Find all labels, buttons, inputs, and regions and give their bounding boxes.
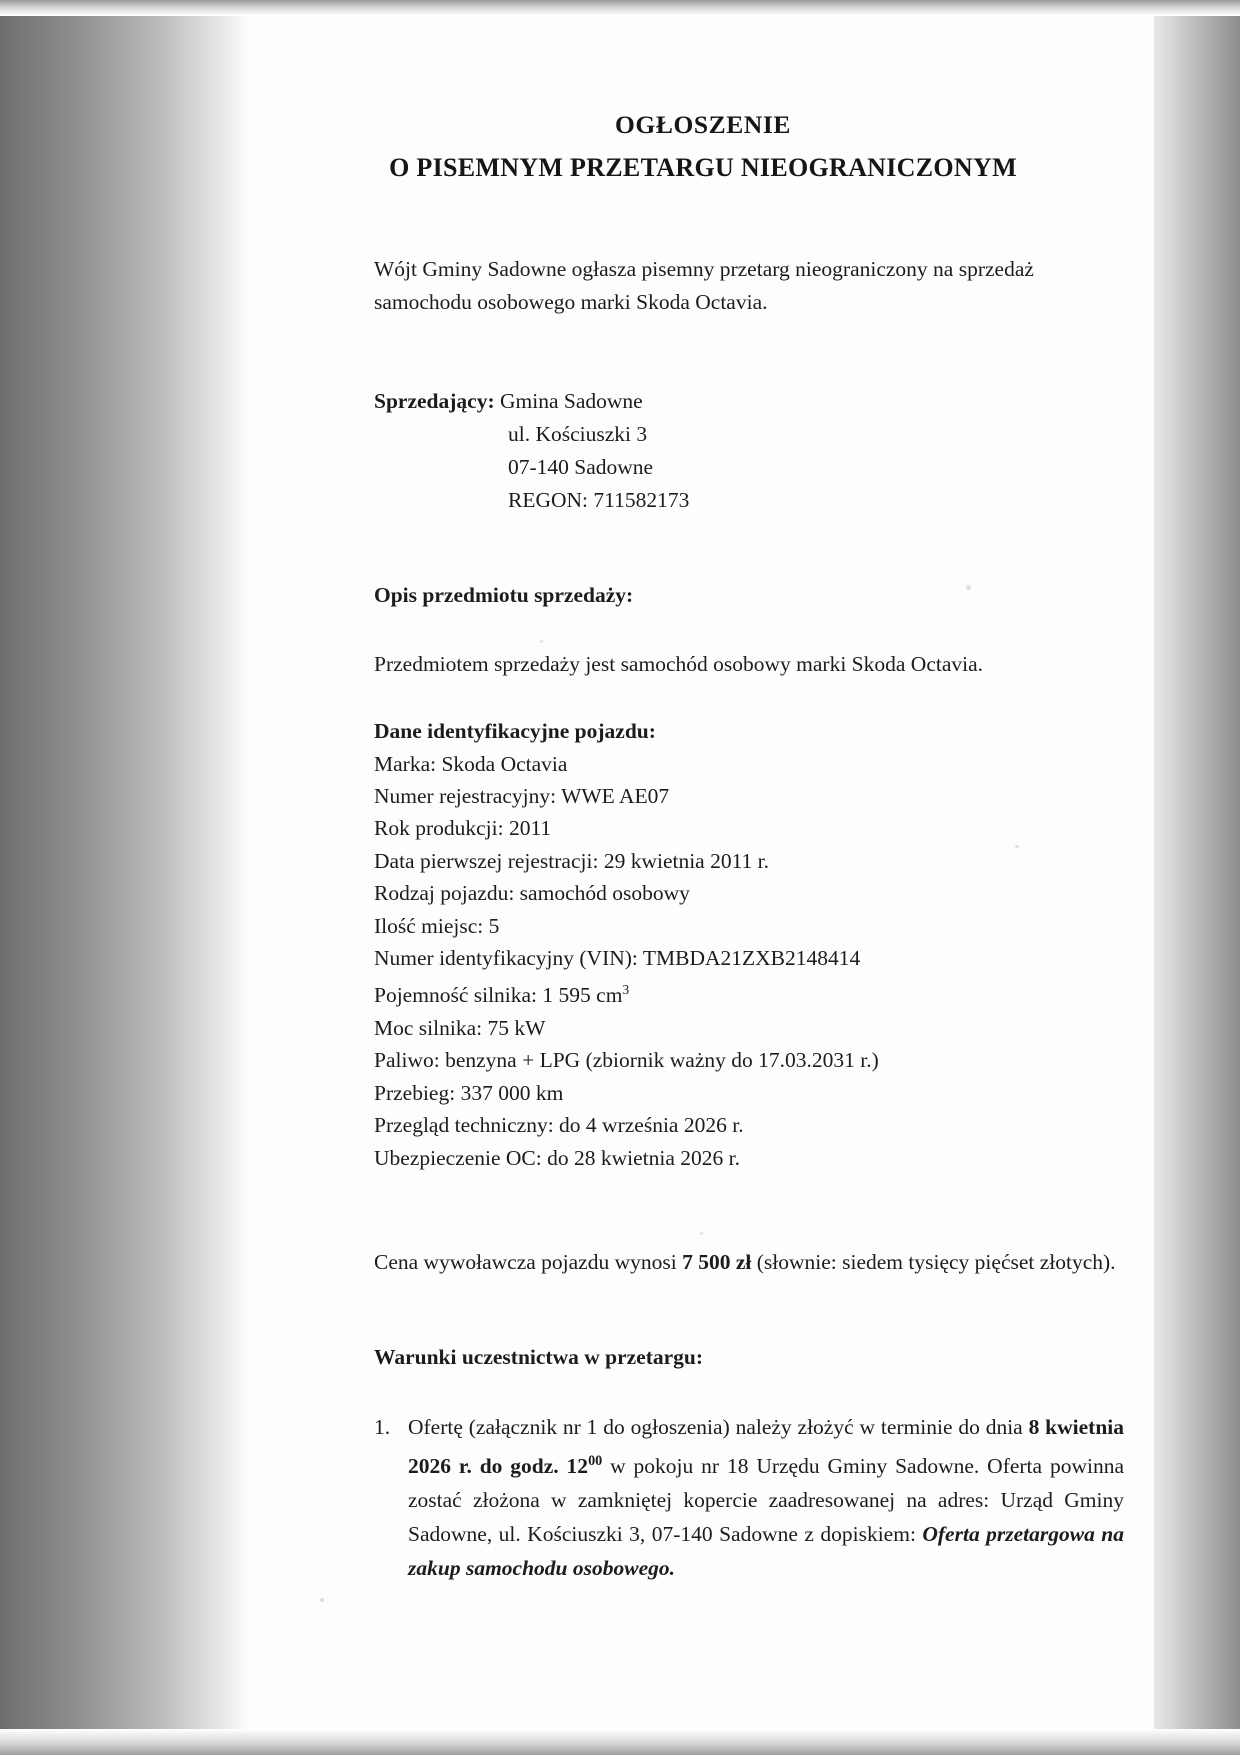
condition-deadline-superscript: 00 [588,1452,603,1469]
spec-pojemnosc-exponent: 3 [622,982,630,998]
spec-paliwo: Paliwo: benzyna + LPG (zbiornik ważny do 17.03.2031 r.) [374,1048,879,1073]
subject-paragraph: Przedmiotem sprzedaży jest samochód osobowy marki Skoda Octavia. [374,651,984,676]
seller-postal-city: 07-140 Sadowne [508,454,654,479]
spec-ubezpieczenie-oc: Ubezpieczenie OC: do 28 kwietnia 2026 r. [374,1145,740,1170]
price-suffix: (słownie: siedem tysięcy pięćset złotych). [751,1249,1116,1274]
spec-przeglad-techniczny: Przegląd techniczny: do 4 września 2026 r. [374,1113,744,1138]
scan-bottom-shadow [0,1729,1240,1755]
condition-envelope-note: Oferta przetargowa na zakup samochodu osobowego. [408,1522,1125,1581]
scan-left-margin-shadow [0,0,252,1755]
vehicle-spec-list [374,748,1154,1174]
spec-marka: Marka: Skoda Octavia [374,751,568,776]
spec-pojemnosc-text: Pojemność silnika: 1 595 cm [374,983,623,1008]
spec-vin: Numer identyfikacyjny (VIN): TMBDA21ZXB2148414 [374,945,861,970]
scan-top-shadow [0,0,1240,16]
condition-text [408,1410,1124,1585]
title-line-primary: OGŁOSZENIE [614,110,792,139]
seller-name: Gmina Sadowne [500,388,643,413]
spec-rodzaj-pojazdu: Rodzaj pojazdu: samochód osobowy [374,881,690,906]
spec-rok-produkcji: Rok produkcji: 2011 [374,816,552,841]
spec-ilosc-miejsc: Ilość miejsc: 5 [374,913,500,938]
condition-part-1: Ofertę (załącznik nr 1 do ogłoszenia) należy złożyć w terminie do dnia [408,1414,1029,1439]
spec-numer-rejestracyjny: Numer rejestracyjny: WWE AE07 [374,783,670,808]
starting-price-paragraph [374,1250,1154,1275]
document-content [252,0,1154,1585]
conditions-list [374,1410,1124,1585]
title-line-secondary: O PISEMNYM PRZETARGU NIEOGRANICZONYM [389,152,1017,182]
spec-przebieg: Przebieg: 337 000 km [374,1080,564,1105]
seller-label: Sprzedający: [374,388,495,413]
document-title [252,112,1154,181]
paper-sheet [252,0,1154,1755]
spec-pojemnosc-silnika [374,974,1154,1012]
heading-subject-description: Opis przedmiotu sprzedaży: [374,582,634,607]
price-amount: 7 500 zł [682,1249,752,1274]
spec-moc-silnika: Moc silnika: 75 kW [374,1015,546,1040]
intro-paragraph: Wójt Gminy Sadowne ogłasza pisemny przetarg nieograniczony na sprzedaż samochodu osobowego marki Skoda Octavia. [374,256,1034,314]
price-prefix: Cena wywoławcza pojazdu wynosi [374,1249,683,1274]
condition-deadline-bold: 8 kwietnia 2026 r. do godz. 12 [408,1414,1125,1479]
condition-part-2: w pokoju nr 18 Urzędu Gminy Sadowne. Oferta powinna zostać złożona w zamkniętej kopercie zaadresowanej na adres: Urząd Gminy Sadowne, ul. Kościuszki 3, 07-140 Sadowne z dopiskiem: [408,1454,1124,1547]
spec-data-pierwszej-rejestracji: Data pierwszej rejestracji: 29 kwietnia 2011 r. [374,848,770,873]
heading-vehicle-identification: Dane identyfikacyjne pojazdu: [374,718,656,743]
condition-item-1 [374,1410,1124,1585]
heading-participation-conditions: Warunki uczestnictwa w przetargu: [374,1344,704,1369]
seller-street: ul. Kościuszki 3 [508,421,648,446]
seller-block [374,385,1154,517]
condition-number: 1. [374,1414,391,1439]
seller-regon: REGON: 711582173 [508,487,690,512]
